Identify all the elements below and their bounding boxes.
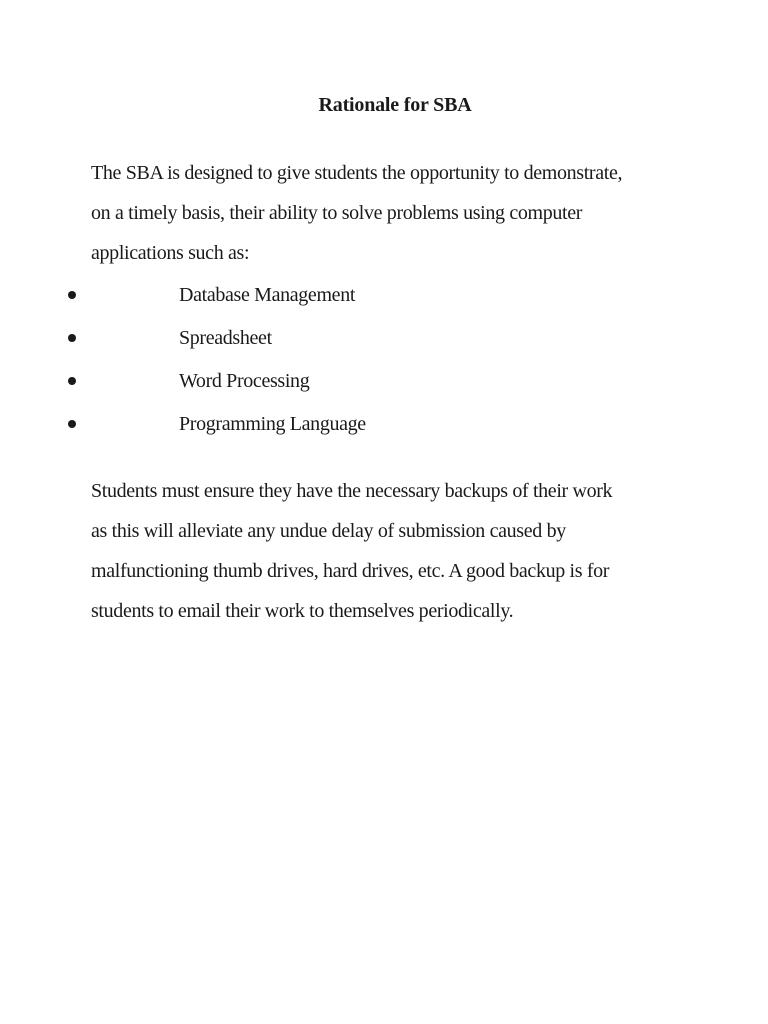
bullet-icon <box>68 291 76 299</box>
list-item-label: Programming Language <box>179 413 366 435</box>
closing-line: as this will alleviate any undue delay of submission caused by <box>91 520 566 542</box>
bullet-icon <box>68 334 76 342</box>
closing-paragraph <box>91 471 731 631</box>
intro-line: on a timely basis, their ability to solve problems using computer <box>91 202 583 224</box>
intro-line: applications such as: <box>91 242 250 264</box>
bullet-icon <box>68 377 76 385</box>
intro-line: The SBA is designed to give students the opportunity to demonstrate, <box>91 162 623 184</box>
list-item-label: Database Management <box>179 284 356 306</box>
list-item-label: Word Processing <box>179 370 310 392</box>
applications-list <box>0 275 768 447</box>
list-item <box>0 404 768 447</box>
bullet-icon <box>68 420 76 428</box>
list-item <box>0 361 768 404</box>
list-item <box>0 318 768 361</box>
closing-line: Students must ensure they have the necessary backups of their work <box>91 480 613 502</box>
closing-line: students to email their work to themselves periodically. <box>91 600 514 622</box>
intro-paragraph <box>91 153 731 273</box>
closing-line: malfunctioning thumb drives, hard drives, etc. A good backup is for <box>91 560 610 582</box>
list-item-label: Spreadsheet <box>179 327 272 349</box>
document-title: Rationale for SBA <box>318 94 472 116</box>
list-item <box>0 275 768 318</box>
